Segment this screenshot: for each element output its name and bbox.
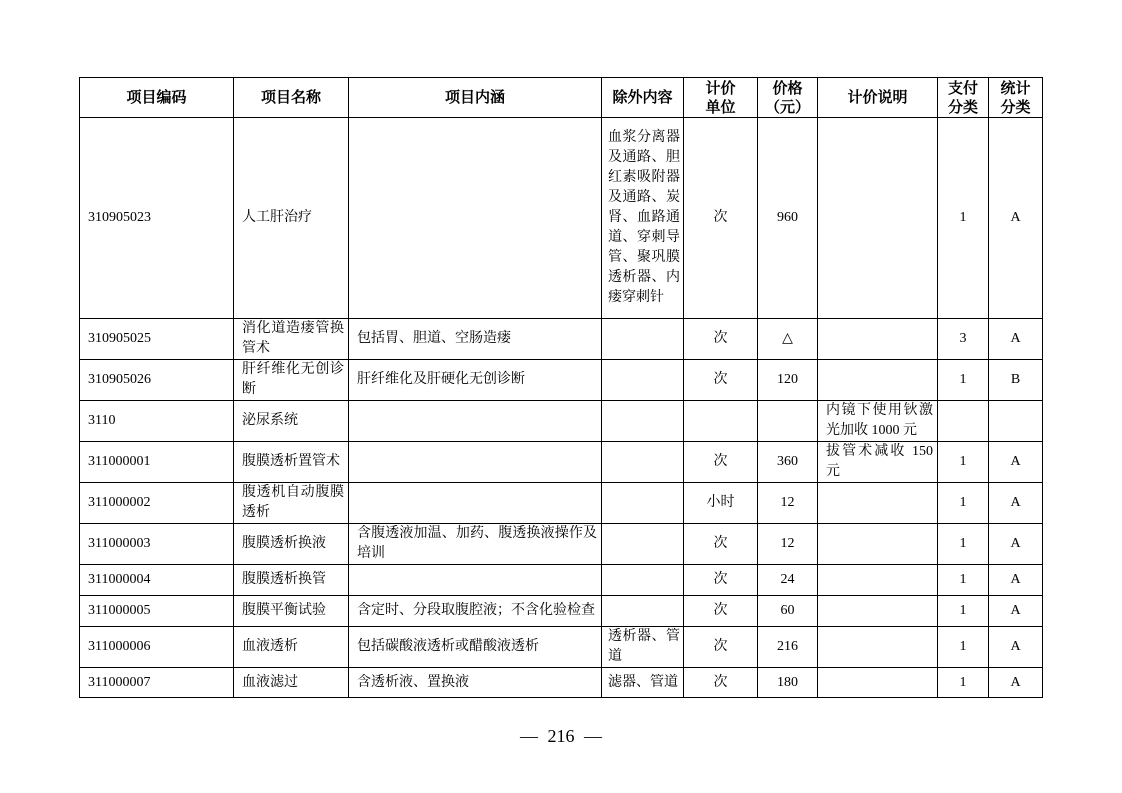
cell-content <box>349 442 602 483</box>
header-unit <box>684 78 758 118</box>
header-content-label: 项目内涵 <box>444 89 505 106</box>
table-row <box>80 627 1043 668</box>
cell-name: 血液滤过 <box>234 668 349 698</box>
header-price <box>758 78 818 118</box>
cell-content <box>349 401 602 442</box>
cell-stat-class: A <box>989 627 1043 668</box>
header-code <box>80 78 234 118</box>
cell-name: 泌尿系统 <box>234 401 349 442</box>
cell-note <box>818 319 938 360</box>
table-row <box>80 118 1043 319</box>
cell-code: 311000006 <box>80 627 234 668</box>
header-price-label-line1: 价格 <box>772 79 803 97</box>
table-row <box>80 524 1043 565</box>
cell-price: △ <box>758 319 818 360</box>
cell-payment-class: 1 <box>938 483 989 524</box>
header-payment-class-label-line1: 支付 <box>947 79 978 97</box>
header-note-label: 计价说明 <box>847 89 908 106</box>
cell-content: 含腹透液加温、加药、腹透换液操作及培训 <box>349 524 602 565</box>
cell-unit: 次 <box>684 565 758 596</box>
cell-note <box>818 596 938 627</box>
cell-content: 包括碳酸液透析或醋酸液透析 <box>349 627 602 668</box>
header-name-label: 项目名称 <box>260 89 321 106</box>
cell-payment-class: 1 <box>938 565 989 596</box>
cell-stat-class: A <box>989 118 1043 319</box>
table-header-row <box>80 78 1043 118</box>
cell-payment-class: 3 <box>938 319 989 360</box>
cell-content: 包括胃、胆道、空肠造瘘 <box>349 319 602 360</box>
price-table <box>79 77 1043 698</box>
cell-content <box>349 483 602 524</box>
cell-exclusion <box>602 483 684 524</box>
table-row <box>80 565 1043 596</box>
cell-exclusion: 滤器、管道 <box>602 668 684 698</box>
cell-payment-class: 1 <box>938 118 989 319</box>
table-row <box>80 360 1043 401</box>
cell-stat-class: A <box>989 483 1043 524</box>
cell-code: 311000007 <box>80 668 234 698</box>
cell-stat-class: A <box>989 442 1043 483</box>
cell-code: 3110 <box>80 401 234 442</box>
cell-name: 腹膜透析换管 <box>234 565 349 596</box>
cell-note <box>818 524 938 565</box>
header-content <box>349 78 602 118</box>
cell-payment-class: 1 <box>938 524 989 565</box>
cell-name: 肝纤维化无创诊断 <box>234 360 349 401</box>
cell-exclusion <box>602 360 684 401</box>
cell-payment-class: 1 <box>938 668 989 698</box>
cell-unit: 次 <box>684 668 758 698</box>
cell-unit: 次 <box>684 360 758 401</box>
cell-code: 311000005 <box>80 596 234 627</box>
cell-payment-class: 1 <box>938 596 989 627</box>
cell-price: 12 <box>758 524 818 565</box>
cell-name: 腹膜透析置管术 <box>234 442 349 483</box>
cell-payment-class: 1 <box>938 627 989 668</box>
cell-code: 311000003 <box>80 524 234 565</box>
cell-code: 310905025 <box>80 319 234 360</box>
cell-exclusion <box>602 524 684 565</box>
header-unit-label-line1: 计价 <box>705 79 736 97</box>
cell-name: 腹膜平衡试验 <box>234 596 349 627</box>
header-stat-class <box>989 78 1043 118</box>
cell-content <box>349 118 602 319</box>
table-row <box>80 668 1043 698</box>
cell-content: 含定时、分段取腹腔液；不含化验检查 <box>349 596 602 627</box>
cell-payment-class: 1 <box>938 442 989 483</box>
cell-note <box>818 668 938 698</box>
cell-stat-class: A <box>989 668 1043 698</box>
header-code-label: 项目编码 <box>126 89 187 106</box>
cell-code: 311000002 <box>80 483 234 524</box>
cell-content: 肝纤维化及肝硬化无创诊断 <box>349 360 602 401</box>
cell-note: 内镜下使用钬激光加收 1000 元 <box>818 401 938 442</box>
cell-unit: 次 <box>684 524 758 565</box>
cell-price <box>758 401 818 442</box>
cell-price: 960 <box>758 118 818 319</box>
cell-note <box>818 483 938 524</box>
header-exclusion <box>602 78 684 118</box>
table-row <box>80 483 1043 524</box>
cell-name: 腹膜透析换液 <box>234 524 349 565</box>
cell-unit: 次 <box>684 596 758 627</box>
cell-stat-class <box>989 401 1043 442</box>
cell-unit: 次 <box>684 442 758 483</box>
cell-stat-class: A <box>989 596 1043 627</box>
cell-code: 311000001 <box>80 442 234 483</box>
cell-stat-class: A <box>989 565 1043 596</box>
cell-stat-class: A <box>989 524 1043 565</box>
header-price-label-line2: （元） <box>764 98 810 116</box>
cell-exclusion <box>602 596 684 627</box>
header-payment-class <box>938 78 989 118</box>
cell-note <box>818 565 938 596</box>
cell-note <box>818 118 938 319</box>
cell-stat-class: A <box>989 319 1043 360</box>
cell-name: 人工肝治疗 <box>234 118 349 319</box>
table-row <box>80 401 1043 442</box>
cell-unit <box>684 401 758 442</box>
header-stat-class-label-line1: 统计 <box>1000 79 1031 97</box>
cell-payment-class <box>938 401 989 442</box>
header-exclusion-label: 除外内容 <box>612 89 673 106</box>
cell-exclusion <box>602 442 684 483</box>
cell-note <box>818 360 938 401</box>
header-note <box>818 78 938 118</box>
cell-unit: 次 <box>684 627 758 668</box>
cell-price: 60 <box>758 596 818 627</box>
cell-price: 24 <box>758 565 818 596</box>
cell-exclusion <box>602 401 684 442</box>
cell-price: 360 <box>758 442 818 483</box>
cell-exclusion: 透析器、管道 <box>602 627 684 668</box>
header-stat-class-label-line2: 分类 <box>1000 98 1031 116</box>
header-name <box>234 78 349 118</box>
header-payment-class-label-line2: 分类 <box>947 98 978 116</box>
cell-code: 310905023 <box>80 118 234 319</box>
cell-note <box>818 627 938 668</box>
cell-unit: 次 <box>684 319 758 360</box>
cell-code: 311000004 <box>80 565 234 596</box>
cell-name: 消化道造瘘管换管术 <box>234 319 349 360</box>
cell-content <box>349 565 602 596</box>
table-row <box>80 442 1043 483</box>
cell-unit: 小时 <box>684 483 758 524</box>
cell-price: 180 <box>758 668 818 698</box>
table-row <box>80 596 1043 627</box>
cell-note: 拔管术减收 150 元 <box>818 442 938 483</box>
cell-price: 120 <box>758 360 818 401</box>
cell-content: 含透析液、置换液 <box>349 668 602 698</box>
cell-exclusion <box>602 565 684 596</box>
cell-stat-class: B <box>989 360 1043 401</box>
cell-name: 腹透机自动腹膜透析 <box>234 483 349 524</box>
cell-name: 血液透析 <box>234 627 349 668</box>
cell-code: 310905026 <box>80 360 234 401</box>
header-unit-label-line2: 单位 <box>705 98 736 116</box>
cell-unit: 次 <box>684 118 758 319</box>
cell-price: 12 <box>758 483 818 524</box>
cell-payment-class: 1 <box>938 360 989 401</box>
cell-exclusion: 血浆分离器及通路、胆红素吸附器及通路、炭肾、血路通道、穿刺导管、聚巩膜透析器、内瘘穿刺针 <box>602 118 684 319</box>
cell-exclusion <box>602 319 684 360</box>
table-row <box>80 319 1043 360</box>
cell-price: 216 <box>758 627 818 668</box>
page-number: — 216 — <box>520 726 602 746</box>
